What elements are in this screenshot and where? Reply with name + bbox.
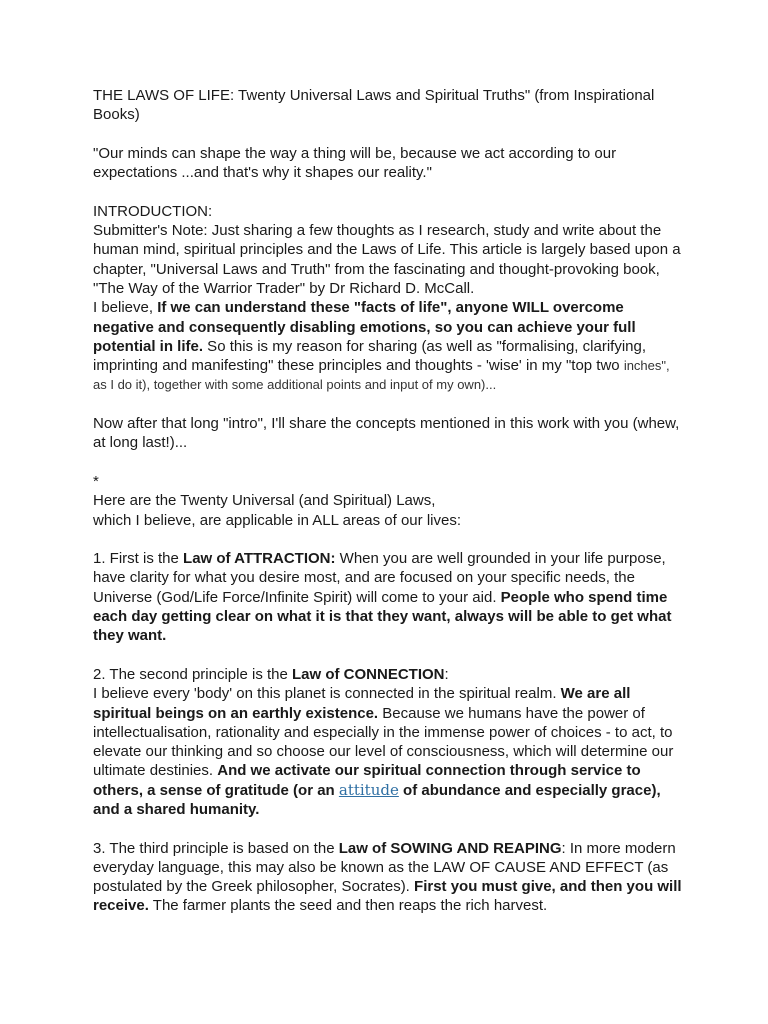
after-intro: Now after that long "intro", I'll share the concepts mentioned in this work with you (whew, at long last!)... bbox=[93, 415, 680, 452]
law-2-heading bbox=[93, 665, 683, 684]
attitude-link[interactable]: attitude bbox=[338, 780, 399, 799]
law-2-prefix: 2. The second principle is the bbox=[93, 665, 293, 683]
law-2-name: Law of CONNECTION bbox=[292, 665, 445, 683]
believe-small: inches", as I do it), together with some additional points and input of my own)... bbox=[93, 358, 670, 393]
law-2-text-1: I believe every 'body' on this planet is connected in the spiritual realm. bbox=[93, 685, 561, 703]
document-body bbox=[93, 86, 683, 916]
law-2-body bbox=[93, 684, 683, 819]
law-2-bold-3: of abundance and especially grace), and a shared humanity. bbox=[93, 781, 661, 818]
believe-rest: So this is my reason for sharing (as well as "formalising, clarifying, imprinting and manifesting" these principles and thoughts - 'wise' in my "top two bbox=[93, 337, 646, 375]
believe-prefix: I believe, bbox=[93, 299, 158, 317]
law-1-name: Law of ATTRACTION: bbox=[183, 550, 336, 568]
here-are-line-2: which I believe, are applicable in ALL areas of our lives: bbox=[93, 511, 461, 529]
law-2-colon: : bbox=[444, 665, 449, 683]
believe-bold: If we can understand these "facts of life", anyone WILL overcome negative and consequently disabling emotions, so you can achieve your full potential in life. bbox=[93, 299, 636, 355]
doc-title: THE LAWS OF LIFE: Twenty Universal Laws and Spiritual Truths" (from Inspirational Books) bbox=[93, 87, 655, 124]
believe-paragraph bbox=[93, 298, 683, 394]
law-3-text-2: The farmer plants the seed and then reaps the rich harvest. bbox=[148, 897, 548, 915]
here-are-line-1: Here are the Twenty Universal (and Spiritual) Laws, bbox=[93, 492, 436, 510]
law-1 bbox=[93, 549, 683, 645]
law-3-text-1: : In more modern everyday language, this may also be known as the LAW OF CAUSE AND EFFECT (as postulated by the Greek philosopher, Socrates). bbox=[93, 839, 676, 896]
intro-heading: INTRODUCTION: bbox=[93, 202, 213, 220]
law-3-prefix: 3. The third principle is based on the bbox=[93, 839, 339, 857]
asterisk: * bbox=[93, 472, 99, 490]
law-1-bold: People who spend time each day getting clear on what it is that they want, always will be able to get what they want. bbox=[93, 588, 672, 645]
law-2-text-2: Because we humans have the power of intellectualisation, rationality and especially in the immense power of choices - to act, to elevate our thinking and so choose our level of consciousness, which will determine our ultimate destinies. bbox=[93, 704, 674, 780]
law-3-name: Law of SOWING AND REAPING bbox=[338, 839, 562, 857]
law-1-text: When you are well grounded in your life purpose, have clarity for what you desire most, and are focused on your specific needs, the Universe (God/Life Force/Infinite Spirit) will come to your aid. bbox=[93, 550, 666, 606]
law-3 bbox=[93, 839, 683, 916]
law-3-bold: First you must give, and then you will receive. bbox=[93, 878, 682, 915]
law-2-bold-1: We are all spiritual beings on an earthly existence. bbox=[93, 685, 631, 722]
law-2-bold-2: And we activate our spiritual connection through service to others, a sense of gratitude (or an bbox=[93, 762, 641, 799]
submitter-note: Submitter's Note: Just sharing a few thoughts as I research, study and write about the human mind, spiritual principles and the Laws of Life. This article is largely based upon a chapter, "Universal Laws and Truth" from the fascinating and thought-provoking book, "The Way of the Warrior Trader" by Dr Richard D. McCall. bbox=[93, 222, 681, 297]
quote: "Our minds can shape the way a thing will be, because we act according to our expectations ...and that's why it shapes our reality." bbox=[93, 144, 617, 182]
law-1-prefix: 1. First is the bbox=[93, 550, 184, 568]
